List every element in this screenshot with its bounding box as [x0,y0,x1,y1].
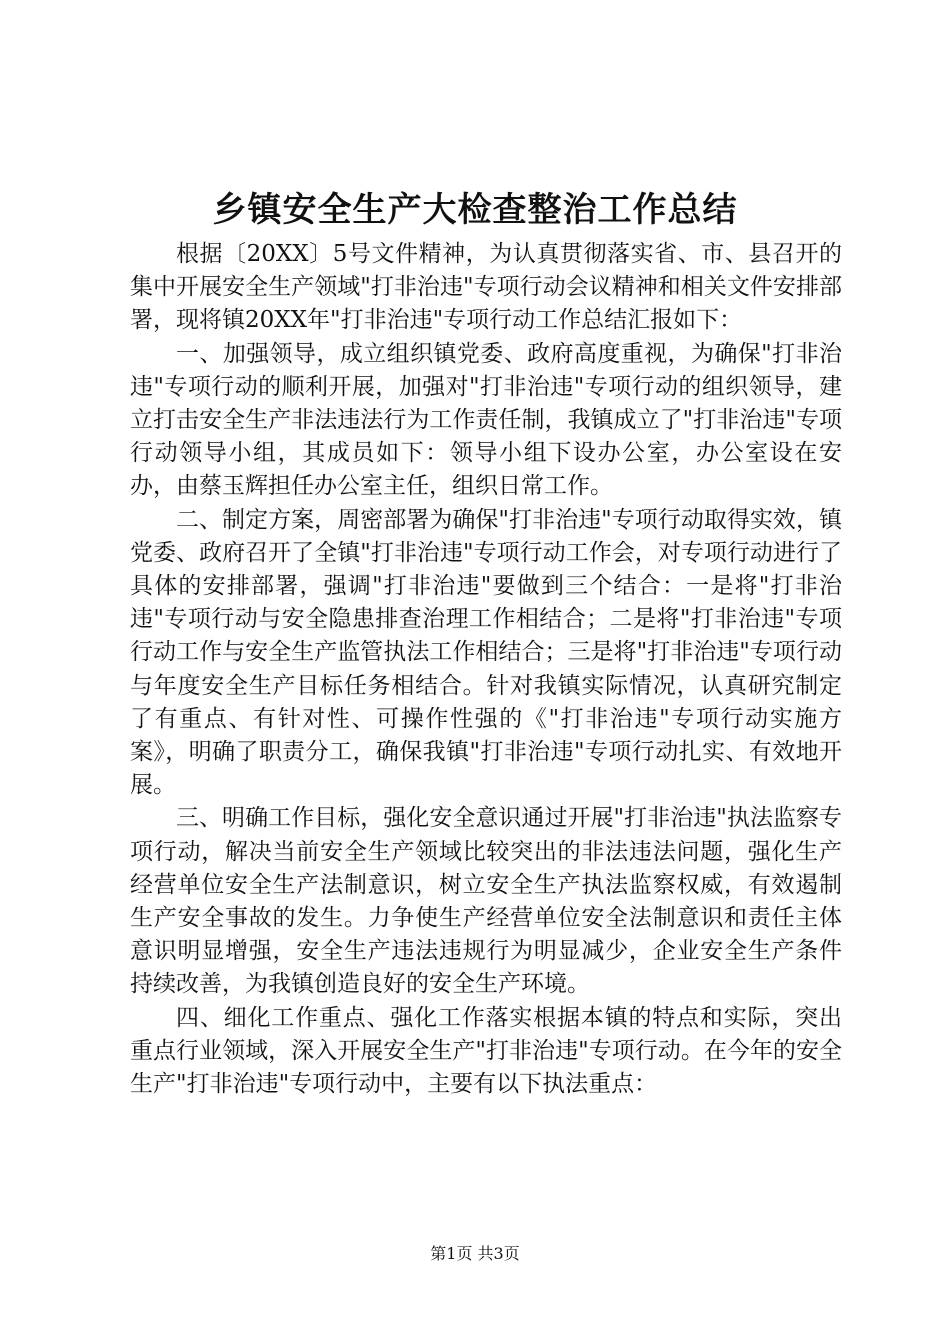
paragraph-section-3: 三、明确工作目标，强化安全意识通过开展"打非治违"执法监察专项行动，解决当前安全生产领域比较突出的非法违法问题，强化生产经营单位安全生产法制意识，树立安全生产执法监察权威，有效遏制生产安全事故的发生。力争使生产经营单位安全法制意识和责任主体意识明显增强，安全生产违法违规行为明显减少，企业安全生产条件持续改善，为我镇创造良好的安全生产环境。 [130,805,842,998]
document-title: 乡镇安全生产大检查整治工作总结 [212,190,738,230]
paragraph-section-4: 四、细化工作重点、强化工作落实根据本镇的特点和实际，突出重点行业领域，深入开展安全生产"打非治违"专项行动。在今年的安全生产"打非治违"专项行动中，主要有以下执法重点： [130,1004,842,1098]
document-body [130,238,842,1101]
page-number-footer: 第1页 共3页 [430,1244,520,1263]
paragraph-intro: 根据〔20XX〕5号文件精神，为认真贯彻落实省、市、县召开的集中开展安全生产领域"打非治违"专项行动会议精神和相关文件安排部署，现将镇20XX年"打非治违"专项行动工作总结汇报如下： [130,241,842,334]
paragraph-section-2: 二、制定方案，周密部署为确保"打非治违"专项行动取得实效，镇党委、政府召开了全镇"打非治违"专项行动工作会，对专项行动进行了具体的安排部署，强调"打非治违"要做到三个结合：一是将"打非治违"专项行动与安全隐患排查治理工作相结合；二是将"打非治违"专项行动工作与安全生产监管执法工作相结合；三是将"打非治违"专项行动与年度安全生产目标任务相结合。针对我镇实际情况，认真研究制定了有重点、有针对性、可操作性强的《"打非治违"专项行动实施方案》，明确了职责分工，确保我镇"打非治违"专项行动扎实、有效地开展。 [130,506,842,799]
paragraph-section-1: 一、加强领导，成立组织镇党委、政府高度重视，为确保"打非治违"专项行动的顺利开展，加强对"打非治违"专项行动的组织领导，建立打击安全生产非法违法行为工作责任制，我镇成立了"打非治违"专项行动领导小组，其成员如下：领导小组下设办公室，办公室设在安办，由蔡玉辉担任办公室主任，组织日常工作。 [130,340,842,500]
